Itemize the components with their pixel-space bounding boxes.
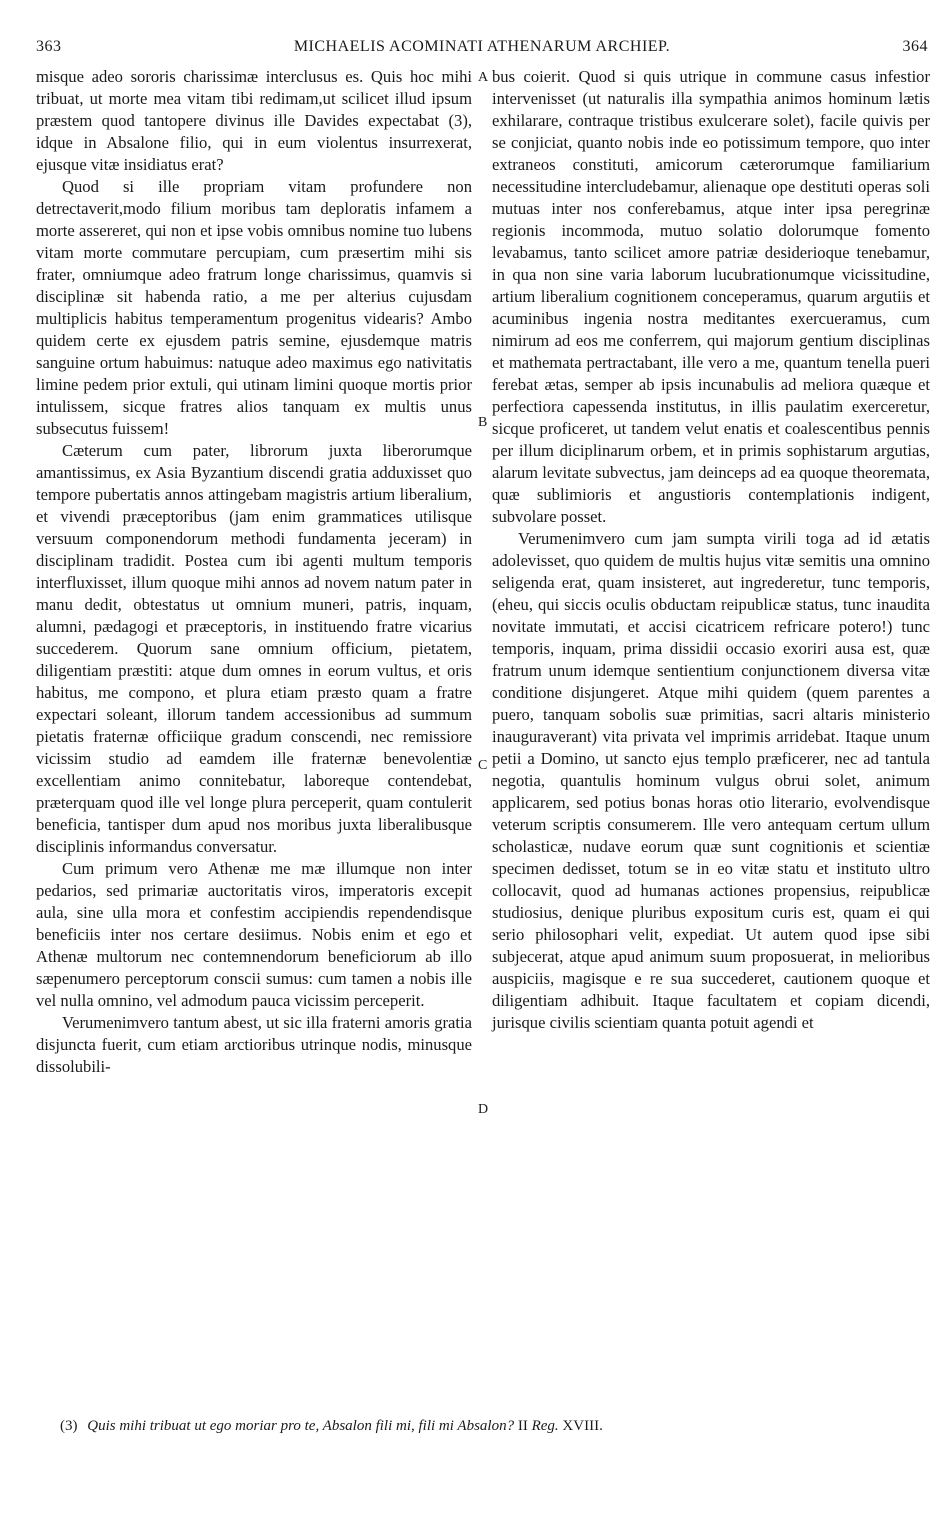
paragraph: Cum primum vero Athenæ me mæ illumque non inter pedarios, sed primariæ auctoritatis viros, imperatoris excepit aula, sine ulla mora et confestim accipiendis rependendisque beneficiis inter nos certare desiimus. Nobis enim et ego et Athenæ multorum nec contemnendorum beneficiorum ab illo sæpenumero perceptorum conscii sumus: cum tamen a nobis ille vel nulla omnino, vel admodum pauca vicissim perceperit. (36, 859, 472, 1010)
footnote-ref-prefix: II (517, 1418, 528, 1434)
page-number-left: 363 (36, 38, 62, 55)
margin-marker-c: C (478, 758, 488, 773)
paragraph: Quod si ille propriam vitam profundere non detrectaverit,modo filium moribus tam deploratis infamem a morte assereret, qui non et ipse vobis omnibus nomine tuo lubens vitam morte commutare percupiam, cum præsertim mihi sis frater, omniumque adeo fratrum longe charissimus, quamvis si disciplinæ sit habenda ratio, a me per alterius cujusdam multiplicis habitus temperamentum progenitus videaris? Ambo quidem certe ex ejusdem patris semine, ejusdemque matris sanguine ortum habuimus: natuque adeo maximus ego nativitatis limine pedem prior extuli, qui utinam limini quoque mortis prior intulissem, sicque fratres alios tanquam ex multis unus subsecutus fuissem! (36, 177, 472, 438)
paragraph: Cæterum cum pater, librorum juxta liberorumque amantissimus, ex Asia Byzantium discendi gratia adduxisset quo tempore pubertatis annos attingebam magistris artium liberalium, et vivendi præceptoribus (jam enim grammatices utilisque versuum componendorum methodi fundamenta jeceram) in disciplinam tradidit. Postea cum ibi agenti multum temporis interfluxisset, illum quoque mihi annos ad novem natum pater in manu dedit, obtestatus ut omnium muneri, patris, inquam, alumni, pædagogi et præceptoris, in instituendo fratre vicarius succederem. Quorum sane omnium officium, pietatem, diligentiam præstiti: atque dum omnes in eorum vultus, et oris habitus, me compono, et plura etiam præsto quam a fratre expectari soleant, illorum tandem accessionibus ad summum pietatis fraternæ officiique gradum conscendi, nec remissiore vicissim studio ad eamdem ille fraternæ benevolentiæ excellentiam animo connitebatur, laboreque contendebat, præterquam quod ille vel longe plura perceperit, quam contulerit beneficia, tantisper dum apud nos moribus juxta liberalibusque disciplinis informandus conversatur. (36, 441, 472, 856)
page-number-right: 364 (902, 38, 928, 55)
paragraph: bus coierit. Quod si quis utrique in commune casus infestior intervenisset (ut naturalis illa sympathia animos hominum lætis exhilarare, contraque tristibus exulcerare solet), facile quivis per se conjiciat, quanto nobis inde eo potissimum tempore, quo inter extraneos constituti, amicorum cæterorumque familiarium necessitudine intercludebamur, alienaque ope destituti operas soli mutuas inter nos conferebamus, atque inter ipsa peregrinæ regionis incommoda, mutuo solatio dolorumque fomento levabamus, tanto scilicet amore patriæ desiderioque tenebamur, in qua non sine varia laborum lucubrationumque vicissitudine, artium liberalium cognitionem conceperamus, quarum argutiis et acuminibus ingenia nostra meditantes exercueramus, cum nimirum ad eos me conferrem, qui majorum gentium disciplinas et mathemata pertractabant, ille vero a me, quantum tenella pueri ferebat ætas, semper ab ipsis incunabulis ad meliora quæque et perfectiora capessenda institutus, in illis paulatim exerceretur, sicque proficeret, ut tandem velut enatis et coalescentibus pennis per illum diciplinarum orbem, et in primis sophistarum argutias, alarum levitate subvectus, jam deinceps ad ea quoque theoremata, quæ sublimioris et angustioris contemplationis indigent, subvolare posset. (492, 67, 930, 526)
paragraph: misque adeo sororis charissimæ interclusus es. Quis hoc mihi tribuat, ut morte mea vitam tibi redimam,ut scilicet illud ipsum præstem quod tantopere divinus ille Davides expectabat (3), idque in Absalone filio, qui in eum violentus insurrexerat, ejusque vitæ insidiatus erat? (36, 67, 472, 174)
right-column (492, 66, 930, 1034)
margin-marker-d: D (478, 1102, 489, 1117)
footnote-ref-chapter: XVIII. (562, 1418, 603, 1434)
footnote (60, 1418, 920, 1435)
margin-marker-b: B (478, 415, 488, 430)
footnote-quote: Quis mihi tribuat ut ego moriar pro te, Absalon fili mi, fili mi Absalon? (87, 1418, 515, 1434)
footnote-number: (3) (60, 1418, 78, 1434)
page-header (36, 38, 928, 60)
running-title: MICHAELIS ACOMINATI ATHENARUM ARCHIEP. (293, 38, 671, 55)
paragraph: Verumenimvero tantum abest, ut sic illa fraterni amoris gratia disjuncta fuerit, cum etiam arctioribus utrinque nodis, minusque dissolubili- (36, 1013, 472, 1076)
left-column (36, 66, 472, 1078)
paragraph: Verumenimvero cum jam sumpta virili toga ad id ætatis adolevisset, quo quidem de multis hujus vitæ semitis una omnino seligenda erat, quam insisteret, aut ingrederetur, tunc temporis, (eheu, qui siccis oculis obductam reipublicæ status, tunc inaudita novitate immutati, et accisi cicatricem refricare potero!) tunc temporis, inquam, prima dissidii occasio exoriri ausa est, quæ fratrum unum idemque sentientium conjunctionem diversa vitæ conditione disjungeret. Atque mihi quidem (quem parentes a puero, tanquam sobolis suæ primitias, sacri altaris ministerio inauguraverant) vita privata vel imprimis arridebat. Itaque unum petii a Domino, ut sancto ejus templo præficerer, nec ad tantula negotia, quantulis hominum vulgus obrui solet, animum applicarem, sed potius bonas horas otio literario, evolvendisque veterum scriptis consumerem. Ille vero antequam certum ullum scholasticæ, nudave eorum quæ sunt cognitionis et scientiæ specimen dedisset, totum se in eo vitæ statu et instituto ultro collocavit, quod ad humanas actiones propensius, reipublicæ studiosius, denique pluribus expositum curis est, quam ei qui serio philosophari velit, expediat. Ut autem quod ipse sibi subjecerat, atque apud animum suum proposuerat, in melioribus auspiciis, magisque e re sua succederet, cautionem quoque et diligentiam adhibuit. Itaque facultatem et copiam dicendi, jurisque civilis scientiam quanta potuit agendi et (492, 529, 930, 1032)
margin-marker-a: A (478, 70, 489, 85)
footnote-ref-book: Reg. (531, 1418, 559, 1434)
